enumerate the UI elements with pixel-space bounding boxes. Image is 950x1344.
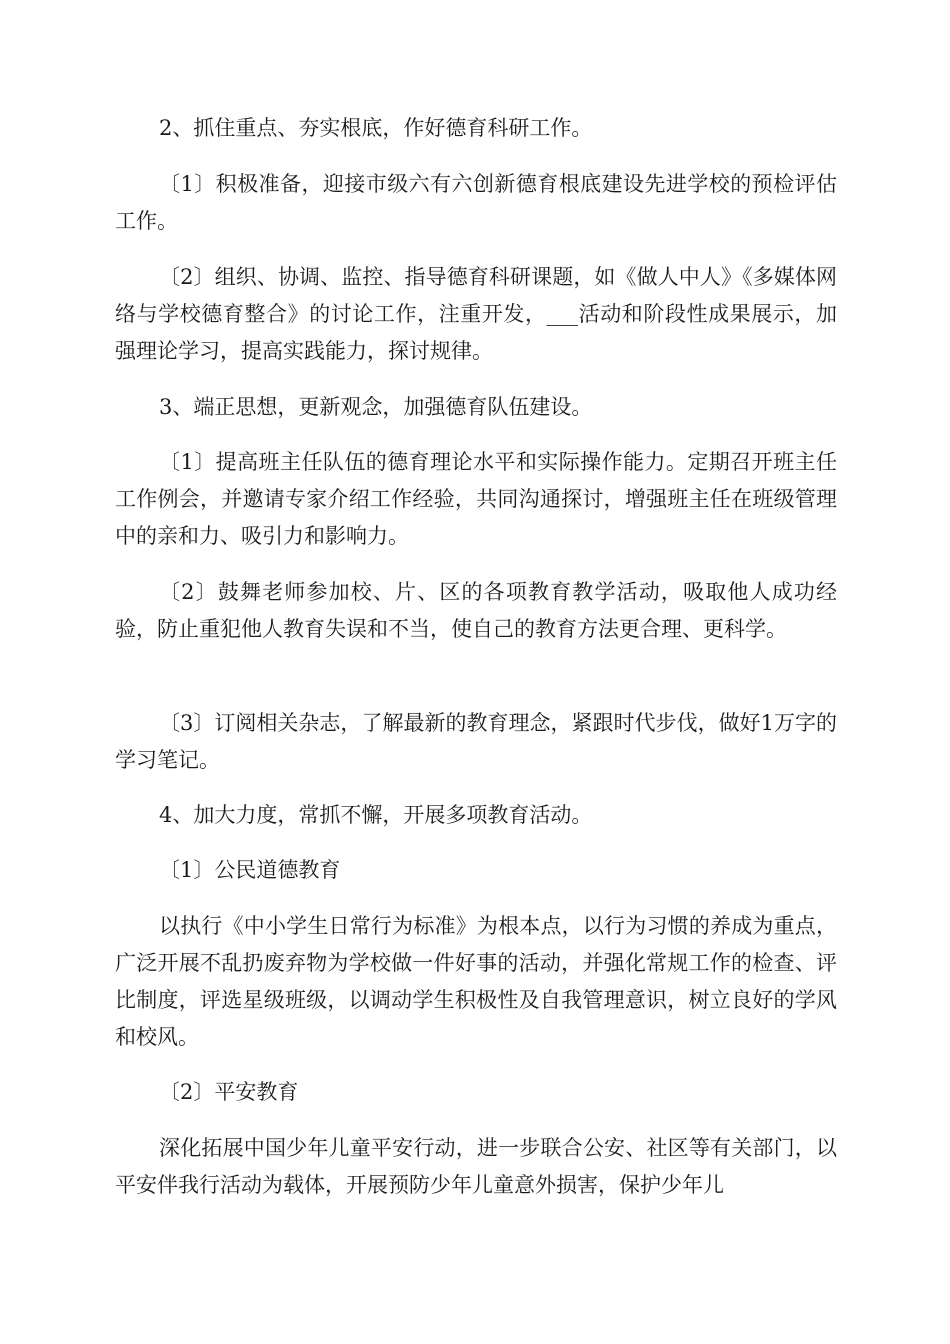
paragraph-2-1: 〔1〕积极准备，迎接市级六有六创新德育根底建设先进学校的预检评估工作。 (115, 172, 837, 233)
section-heading-4: 4、加大力度，常抓不懈，开展多项教育活动。 (159, 803, 593, 827)
paragraph-2-2: 〔2〕组织、协调、监控、指导德育科研课题，如《做人中人》《多媒体网络与学校德育整合》的讨论工作，注重开发，___活动和阶段性成果展示，加强理论学习，提高实践能力，探讨规律。 (115, 265, 837, 363)
section-heading-3: 3、端正思想，更新观念，加强德育队伍建设。 (159, 395, 593, 419)
subheading-4-1: 〔1〕公民道德教育 (159, 858, 341, 882)
paragraph-3-1: 〔1〕提高班主任队伍的德育理论水平和实际操作能力。定期召开班主任工作例会，并邀请专家介绍工作经验，共同沟通探讨，增强班主任在班级管理中的亲和力、吸引力和影响力。 (115, 450, 837, 548)
paragraph-3-3: 〔3〕订阅相关杂志，了解最新的教育理念，紧跟时代步伐，做好1万字的学习笔记。 (115, 711, 837, 772)
paragraph-3-2: 〔2〕鼓舞老师参加校、片、区的各项教育教学活动，吸取他人成功经验，防止重犯他人教育失误和不当，使自己的教育方法更合理、更科学。 (115, 580, 837, 641)
section-heading-2: 2、抓住重点、夯实根底，作好德育科研工作。 (159, 116, 593, 140)
paragraph-4-2: 深化拓展中国少年儿童平安行动，进一步联合公安、社区等有关部门，以平安伴我行活动为载体，开展预防少年儿童意外损害，保护少年儿 (115, 1136, 837, 1197)
subheading-4-2: 〔2〕平安教育 (159, 1080, 299, 1104)
paragraph-4-1: 以执行《中小学生日常行为标准》为根本点，以行为习惯的养成为重点，广泛开展不乱扔废弃物为学校做一件好事的活动，并强化常规工作的检查、评比制度，评选星级班级，以调动学生积极性及自我管理意识，树立良好的学风和校风。 (115, 914, 837, 1049)
